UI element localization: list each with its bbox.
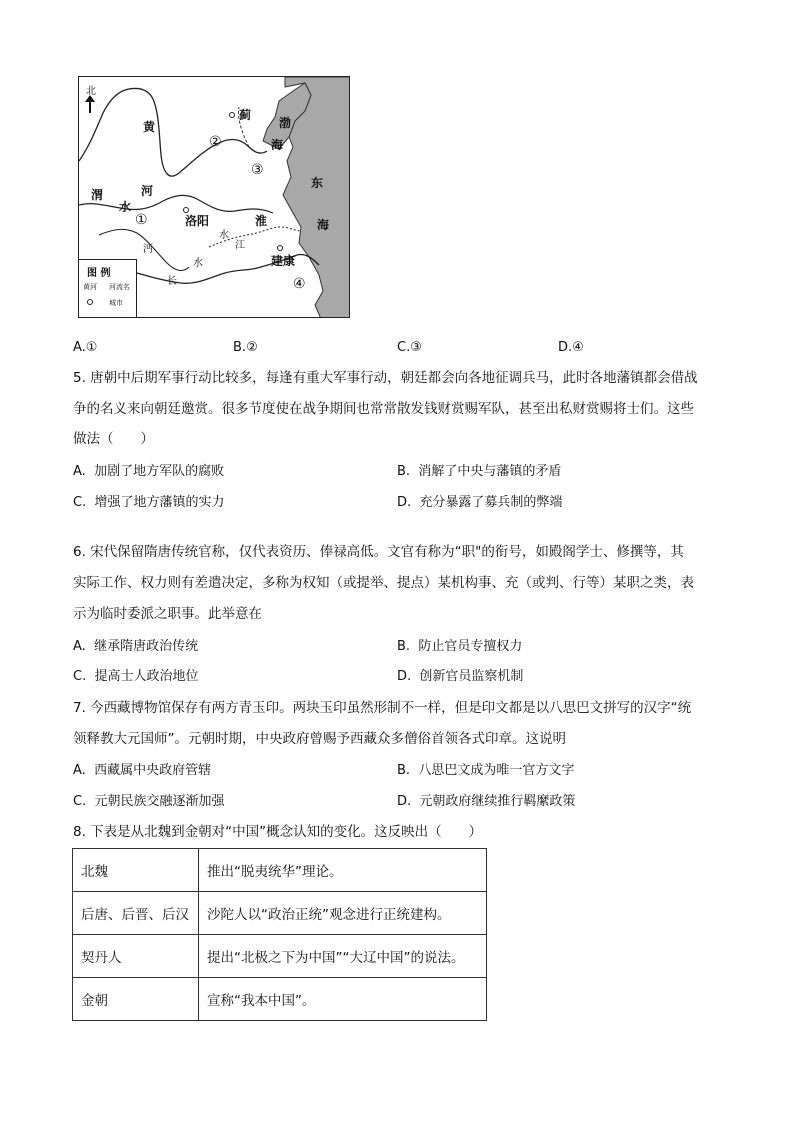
q5-option-d[interactable]	[397, 496, 562, 509]
marker-2: ②	[209, 134, 222, 150]
option-key: C.	[73, 669, 87, 684]
map-label-luoyang: 洛阳	[185, 214, 210, 228]
option-text: ③	[410, 340, 422, 355]
table-cell-period: 金朝	[73, 978, 199, 1021]
option-text: 防止官员专擅权力	[418, 639, 523, 654]
option-text: ②	[246, 340, 258, 355]
table-row	[73, 978, 487, 1021]
legend-river-sample: 黄河	[83, 283, 97, 291]
q4-option-a[interactable]	[73, 341, 97, 354]
option-key: C.	[397, 340, 411, 355]
map-label-shui1: 水	[119, 200, 132, 214]
option-key: A.	[73, 639, 86, 654]
option-key: D.	[558, 340, 573, 355]
option-text: 继承隋唐政治传统	[94, 639, 199, 654]
option-text: 创新官员监察机制	[419, 669, 524, 684]
q4-option-d[interactable]	[558, 341, 584, 354]
table-row	[73, 935, 487, 978]
table-cell-concept: 宣称“我本中国”。	[199, 978, 487, 1021]
option-text: ④	[572, 340, 584, 355]
q7-stem-line-2: 领释教大元国师”。元朝时期，中央政府曾赐予西藏众多僧俗首领各式印章。这说明	[73, 731, 566, 747]
marker-1: ①	[135, 212, 148, 228]
map-label-hai2: 海	[317, 218, 330, 232]
luoyang-city-dot	[183, 207, 189, 213]
table-row	[73, 892, 487, 935]
option-key: B.	[397, 639, 411, 654]
option-text: 元朝政府继续推行羁縻政策	[419, 794, 576, 809]
option-text: 充分暴露了募兵制的弊端	[419, 495, 563, 510]
option-key: D.	[397, 669, 412, 684]
option-text: ①	[85, 340, 98, 355]
option-text: 西藏属中央政府管辖	[94, 763, 212, 778]
q7-option-d[interactable]	[397, 795, 575, 808]
legend-river-name: 河流名	[109, 283, 130, 291]
q4-option-c[interactable]	[397, 341, 422, 354]
map-label-jiankang: 建康	[271, 254, 296, 268]
table-row	[73, 849, 487, 892]
q6-option-a[interactable]	[73, 640, 198, 653]
option-key: D.	[397, 495, 412, 510]
marker-4: ④	[293, 276, 306, 292]
map-label-huai: 淮	[255, 214, 268, 228]
table-cell-concept: 沙陀人以“政治正统”观念进行正统建构。	[199, 892, 487, 935]
option-key: C.	[73, 794, 87, 809]
q7-option-c[interactable]	[73, 795, 225, 808]
q5-stem-line-3: 做法（ ）	[73, 431, 154, 447]
map-label-jiang: 江	[235, 240, 245, 251]
table-cell-concept: 提出“北极之下为中国”“大辽中国”的说法。	[199, 935, 487, 978]
q6-option-b[interactable]	[397, 640, 522, 653]
option-key: A.	[73, 464, 86, 479]
north-label: 北	[86, 86, 96, 97]
q6-option-c[interactable]	[73, 670, 199, 683]
option-text: 消解了中央与藩镇的矛盾	[418, 464, 562, 479]
option-key: B.	[397, 464, 411, 479]
map-label-han: 沔	[143, 244, 153, 255]
table-cell-period: 契丹人	[73, 935, 199, 978]
q6-option-d[interactable]	[397, 670, 523, 683]
table-cell-period: 北魏	[73, 849, 199, 892]
option-key: C.	[73, 495, 87, 510]
map-legend	[79, 259, 137, 318]
map-label-dong: 东	[311, 176, 324, 190]
map-label-huang: 黄	[143, 120, 156, 134]
map-label-wei: 渭	[91, 188, 104, 202]
q6-stem-line-1: 6. 宋代保留隋唐传统官称，仅代表资历、俸禄高低。文官有称为“职"的衔号，如殿阁学士、修撰等，其	[73, 544, 684, 560]
map-label-hai1: 海	[271, 138, 284, 152]
option-text: 加剧了地方军队的腐败	[94, 464, 225, 479]
marker-3: ③	[251, 162, 264, 178]
q6-stem-line-2: 实际工作、权力则有差遣决定，多称为权知（或提举、提点）某机构事、充（或判、行等）某职之类，表	[73, 575, 694, 591]
q5-option-b[interactable]	[397, 465, 561, 478]
map-label-shui2: 水	[219, 230, 229, 241]
north-arrowhead-icon	[85, 95, 95, 102]
q8-stem-line-1: 8. 下表是从北魏到金朝对“中国”概念认知的变化。这反映出（ ）	[73, 824, 483, 840]
q5-stem-line-2: 争的名义来向朝廷邀赏。很多节度使在战争期间也常常散发钱财赏赐军队，甚至出私财赏赐将士们。这些	[73, 401, 694, 417]
q7-option-a[interactable]	[73, 764, 211, 777]
q5-stem-line-1: 5. 唐朝中后期军事行动比较多，每逢有重大军事行动，朝廷都会向各地征调兵马，此时各地藩镇都会借战	[73, 370, 698, 386]
option-key: D.	[397, 794, 412, 809]
wei-river	[79, 195, 273, 213]
option-text: 八思巴文成为唯一官方文字	[418, 763, 575, 778]
option-key: B.	[233, 340, 247, 355]
concept-table	[72, 848, 487, 1021]
q7-stem-line-1: 7. 今西藏博物馆保存有两方青玉印。两块玉印虽然形制不一样，但是印文都是以八思巴文拼写的汉字“统	[73, 700, 692, 716]
option-key: A.	[73, 763, 86, 778]
map-label-shui3: 水	[193, 258, 203, 269]
option-text: 提高士人政治地位	[94, 669, 199, 684]
q4-option-b[interactable]	[233, 341, 258, 354]
yellow-river	[79, 88, 267, 176]
jiankang-city-dot	[277, 245, 283, 251]
map-label-he: 河	[141, 184, 154, 198]
legend-city-icon	[87, 299, 93, 305]
map-label-ji: 蓟	[239, 108, 252, 122]
option-key: B.	[397, 763, 411, 778]
q7-option-b[interactable]	[397, 764, 574, 777]
map-label-chang: 长	[167, 276, 177, 287]
legend-city-name: 城市	[109, 299, 123, 307]
history-map	[78, 76, 350, 318]
q6-stem-line-3: 示为临时委派之职事。此举意在	[73, 606, 262, 622]
ji-city-dot	[229, 112, 235, 118]
q5-option-c[interactable]	[73, 496, 225, 509]
option-text: 增强了地方藩镇的实力	[94, 495, 225, 510]
table-cell-concept: 推出“脱夷统华”理论。	[199, 849, 487, 892]
option-text: 元朝民族交融逐渐加强	[94, 794, 225, 809]
q5-option-a[interactable]	[73, 465, 224, 478]
legend-title: 图 例	[87, 268, 111, 279]
table-cell-period: 后唐、后晋、后汉	[73, 892, 199, 935]
map-label-bo: 渤	[279, 116, 292, 130]
option-key: A.	[73, 340, 86, 355]
